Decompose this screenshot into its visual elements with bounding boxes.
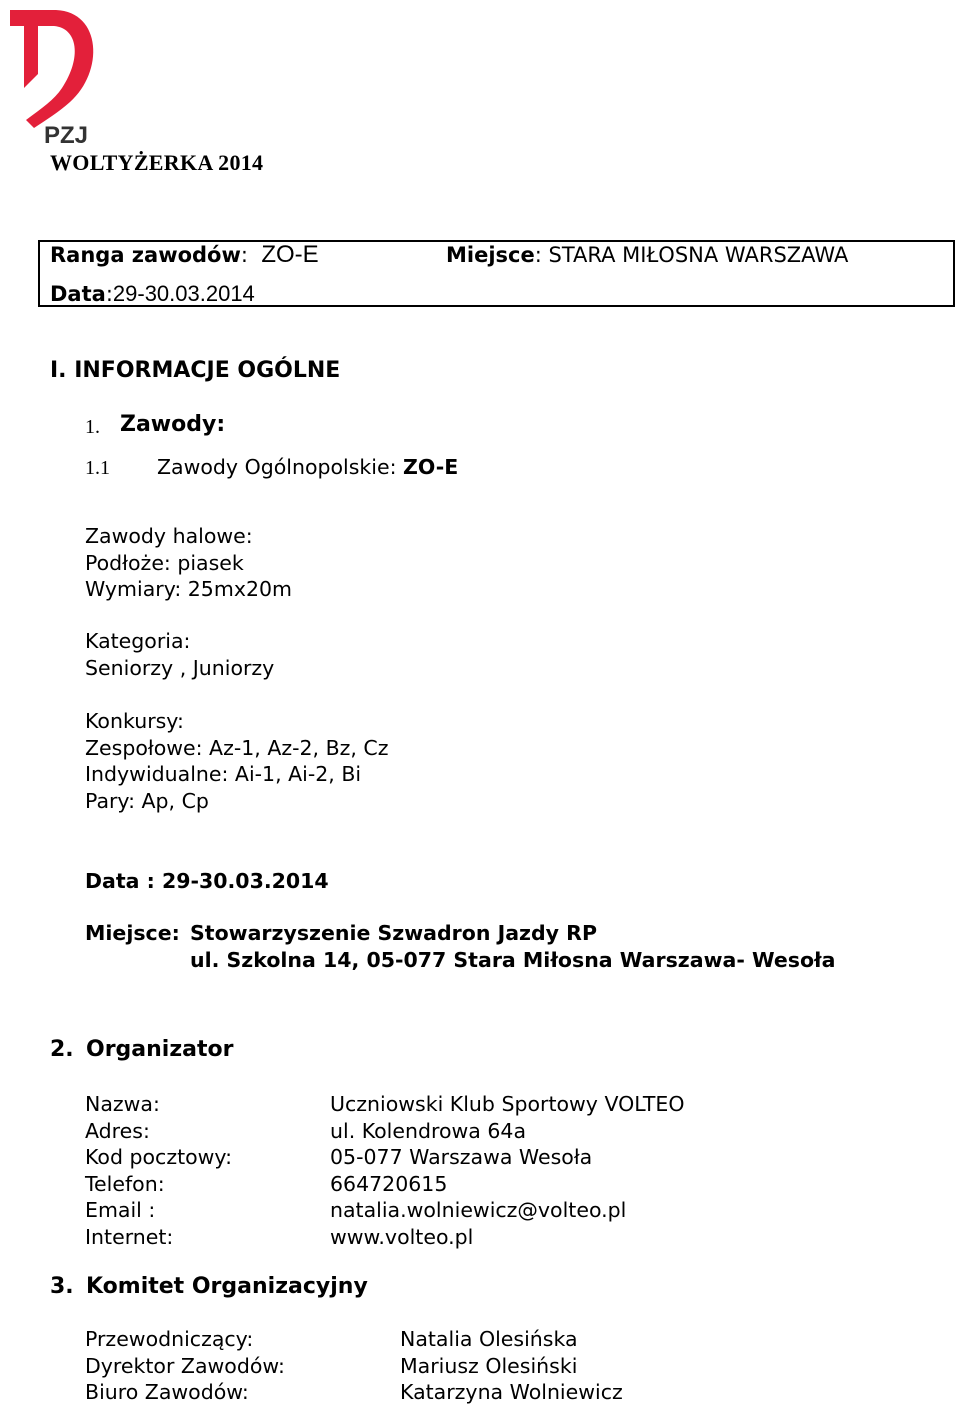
organizer-value: ul. Kolendrowa 64a [330, 1118, 527, 1143]
rank-colon: : [240, 243, 248, 267]
committee-labels [85, 1326, 285, 1406]
date-value: 29-30.03.2014 [112, 281, 255, 306]
category-line: Kategoria: [85, 629, 191, 653]
item1-title: Zawody: [120, 412, 226, 437]
venue-label: Miejsce: [85, 921, 180, 945]
place-line [446, 243, 848, 267]
rank-value: ZO-E [261, 241, 319, 268]
rank-line [50, 241, 319, 269]
organizer-label: Internet: [85, 1224, 174, 1249]
logo-text: PZJ [44, 122, 89, 147]
contest-line: Konkursy: [85, 709, 184, 733]
committee-heading: Komitet Organizacyjny [86, 1274, 368, 1299]
organizer-label: Nazwa: [85, 1092, 160, 1116]
date-label: Data [50, 282, 106, 306]
category-line: Seniorzy , Juniorzy [85, 655, 275, 680]
rank-label: Ranga zawodów [50, 243, 241, 267]
contest-line: Indywidualne: Ai-1, Ai-2, Bi [85, 762, 362, 786]
organizer-website[interactable]: www.volteo.pl [330, 1224, 474, 1249]
organizer-label: Adres: [85, 1118, 150, 1143]
committee-value: Katarzyna Wolniewicz [400, 1380, 623, 1404]
event-date: Data : 29-30.03.2014 [85, 869, 329, 893]
item11-number: 1.1 [85, 457, 110, 479]
item11-line [157, 455, 458, 479]
committee-value: Natalia Olesińska [400, 1327, 578, 1351]
organizer-label: Kod pocztowy: [85, 1145, 232, 1169]
committee-values [400, 1326, 623, 1406]
item11-value: ZO-E [403, 455, 459, 479]
committee-label: Biuro Zawodów: [85, 1380, 249, 1404]
organizer-email[interactable]: natalia.wolniewicz@volteo.pl [330, 1198, 627, 1222]
pzj-logo-icon [4, 2, 108, 147]
organizer-value: 05-077 Warszawa Wesoła [330, 1145, 593, 1169]
document-title: WOLTYŻERKA 2014 [50, 150, 264, 175]
contest-line: Pary: Ap, Cp [85, 788, 209, 813]
committee-label: Dyrektor Zawodów: [85, 1353, 285, 1378]
organizer-heading: Organizator [86, 1037, 234, 1062]
committee-number: 3. [50, 1274, 74, 1299]
hall-line: Podłoże: piasek [85, 550, 244, 575]
hall-line: Wymiary: 25mx20m [85, 577, 293, 601]
committee-label: Przewodniczący: [85, 1327, 254, 1351]
pzj-logo [4, 2, 108, 147]
contest-line: Zespołowe: Az-1, Az-2, Bz, Cz [85, 735, 389, 760]
venue-name: Stowarzyszenie Szwadron Jazdy RP [190, 921, 597, 945]
hall-line: Zawody halowe: [85, 524, 253, 548]
organizer-labels [85, 1091, 232, 1250]
category-block [85, 628, 274, 681]
contest-block [85, 708, 389, 814]
section-heading-general: I. INFORMACJE OGÓLNE [50, 358, 341, 383]
item11-label: Zawody Ogólnopolskie: [157, 455, 397, 479]
place-colon: : [534, 243, 542, 267]
date-line [50, 281, 255, 307]
venue-address: ul. Szkolna 14, 05-077 Stara Miłosna Warszawa- Wesoła [190, 948, 836, 972]
committee-value: Mariusz Olesiński [400, 1353, 578, 1378]
place-label: Miejsce [446, 243, 535, 267]
item1-number: 1. [85, 416, 100, 438]
place-value: STARA MIŁOSNA WARSZAWA [548, 243, 849, 267]
organizer-label: Email : [85, 1198, 156, 1222]
hall-block [85, 523, 292, 603]
organizer-value: 664720615 [330, 1171, 448, 1196]
organizer-value: Uczniowski Klub Sportowy VOLTEO [330, 1092, 685, 1116]
date-colon: : [105, 282, 113, 306]
organizer-label: Telefon: [85, 1171, 165, 1196]
organizer-number: 2. [50, 1037, 74, 1062]
organizer-values [330, 1091, 684, 1250]
